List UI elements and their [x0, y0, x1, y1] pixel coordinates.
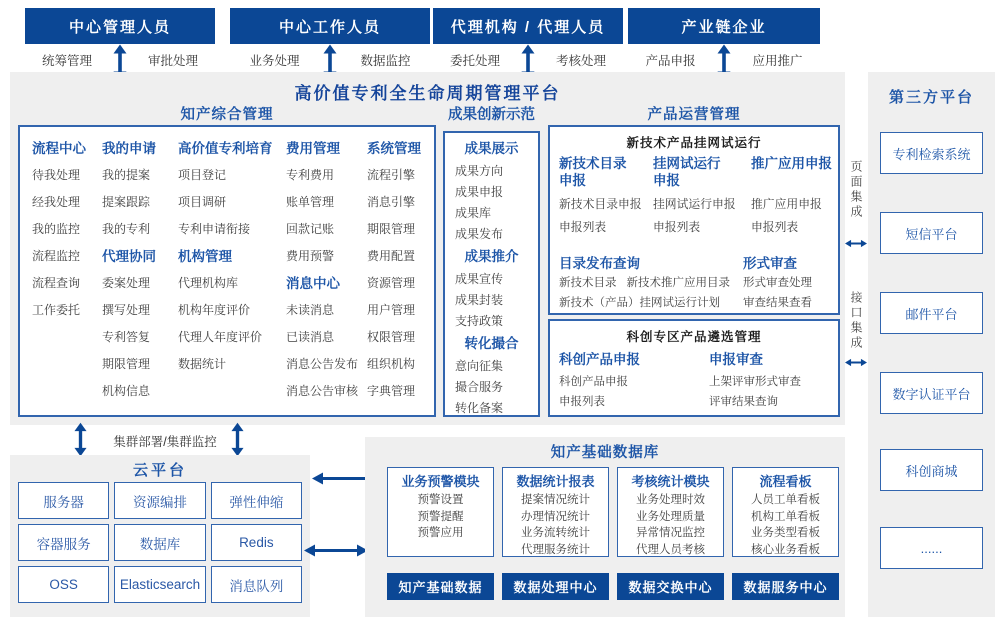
trial-bottom-row: [559, 255, 835, 312]
menu-item: 异常情况监控: [636, 527, 705, 539]
third-party-item: ......: [880, 527, 983, 569]
menu-item: 业务处理质量: [636, 510, 705, 523]
menu-item: 成果方向: [455, 164, 504, 178]
inner-box-title: 科创专区产品遴选管理: [626, 330, 762, 344]
third-party-item: 数字认证平台: [880, 372, 983, 414]
menu-item: 专利答复: [102, 330, 151, 344]
menu-item: 项目登记: [178, 168, 227, 182]
cloud-item: Elasticsearch: [114, 566, 205, 603]
actor-block-center-managers: [25, 8, 215, 69]
menu-item: 新技术（产品）挂网试运行计划: [559, 297, 720, 309]
menu-item: 待我处理: [32, 168, 81, 182]
menu-item: 提案跟踪: [102, 195, 151, 209]
db-footer: 数据服务中心: [732, 573, 839, 600]
menu-item: 代理服务统计: [521, 543, 590, 556]
ip-column-patent-cultivation: [178, 135, 273, 378]
trial-columns: [559, 155, 833, 239]
actor-header: 中心管理人员: [25, 8, 215, 44]
section-title-achievements: 成果创新示范: [448, 107, 535, 123]
menu-item: 期限管理: [367, 222, 416, 236]
menu-item: 费用配置: [367, 249, 416, 263]
menu-item: 字典管理: [367, 384, 416, 398]
menu-item: 消息引擎: [367, 195, 416, 209]
column-header: 新技术目录申报: [559, 156, 627, 188]
cluster-label: 集群部署/集群监控: [113, 435, 217, 449]
menu-item: 经我处理: [32, 195, 81, 209]
menu-item: 核心业务看板: [751, 543, 820, 556]
menu-item: 消息公告发布: [286, 357, 359, 371]
actor-role-left: 业务处理: [249, 54, 300, 68]
actor-role-left: 委托处理: [449, 54, 500, 68]
menu-item: 账单管理: [286, 195, 335, 209]
menu-item: 委案处理: [102, 276, 151, 290]
third-party-title: 第三方平台: [888, 89, 974, 106]
menu-item: 成果封装: [455, 293, 504, 307]
menu-item: 权限管理: [367, 330, 416, 344]
selection-column: [559, 348, 709, 411]
column-header: 申报审查: [709, 352, 763, 367]
actor-header: 产业链企业: [628, 8, 820, 44]
actor-role-right: 审批处理: [147, 54, 198, 68]
menu-item: 费用预警: [286, 249, 335, 263]
menu-item: 形式审查处理: [743, 277, 812, 289]
cloud-item: 容器服务: [18, 524, 109, 561]
menu-item: 机构工单看板: [751, 510, 820, 523]
column-subheader: 机构管理: [178, 249, 232, 264]
menu-item: 科创产品申报: [559, 376, 628, 388]
menu-item: 用户管理: [367, 303, 416, 317]
page-integration-label: 页面集成: [849, 160, 863, 220]
column-header: 目录发布查询: [559, 256, 640, 271]
menu-item: 工作委托: [32, 303, 81, 317]
cloud-item: 服务器: [18, 482, 109, 519]
menu-item: 我的专利: [102, 222, 151, 236]
menu-item: 代理机构库: [178, 276, 239, 290]
horizontal-double-arrow-icon: [845, 237, 867, 250]
cloud-item: Redis: [211, 524, 302, 561]
platform-panel: [10, 72, 845, 425]
platform-title: 高价值专利全生命周期管理平台: [294, 84, 561, 103]
menu-item: 新技术推广应用目录: [626, 277, 730, 289]
cloud-grid: [18, 482, 302, 603]
left-arrow-icon: [312, 472, 370, 485]
column-header: 形式审查: [743, 256, 797, 271]
menu-item: 办理情况统计: [521, 510, 590, 523]
column-header: 流程中心: [32, 141, 86, 156]
menu-item: 组织机构: [367, 357, 416, 371]
menu-item: 流程引擎: [367, 168, 416, 182]
menu-item: 我的提案: [102, 168, 151, 182]
column-header: 我的申请: [102, 141, 156, 156]
column-header: 推广应用申报: [751, 156, 832, 171]
menu-item: 转化备案: [455, 401, 504, 415]
menu-item: 推广应用申报: [751, 197, 822, 211]
db-module: [387, 467, 494, 557]
ip-column-process-center: [32, 135, 86, 324]
cloud-item: 消息队列: [211, 566, 302, 603]
actor-role-right: 数据监控: [360, 54, 411, 68]
actor-block-industry-chain: [628, 8, 820, 69]
menu-item: 项目调研: [178, 195, 227, 209]
module-header: 流程看板: [759, 474, 812, 489]
menu-item: 成果库: [455, 206, 492, 220]
group-header: 成果推介: [464, 249, 519, 264]
menu-item: 申报列表: [559, 396, 605, 408]
section-title-ip-management: 知产综合管理: [180, 107, 274, 123]
menu-item: 上架评审形式审查: [709, 376, 801, 388]
horizontal-double-arrow-icon: [845, 356, 867, 369]
api-integration-label: 接口集成: [849, 291, 863, 351]
third-party-item: 专利检索系统: [880, 132, 983, 174]
menu-item: 已读消息: [286, 330, 335, 344]
db-module: [502, 467, 609, 557]
menu-item: 回款记账: [286, 222, 335, 236]
menu-item: 预警设置: [417, 494, 464, 506]
new-tech-trial-box: [548, 125, 840, 315]
menu-item: 支持政策: [455, 314, 504, 328]
db-footer: 知产基础数据: [387, 573, 494, 600]
menu-item: 预警应用: [417, 527, 464, 539]
db-modules: [387, 467, 839, 557]
menu-item: 成果宣传: [455, 272, 504, 286]
trial-column: [559, 155, 653, 239]
menu-item: 申报列表: [653, 220, 701, 234]
cloud-item: 弹性伸缩: [211, 482, 302, 519]
column-subheader: 消息中心: [286, 276, 340, 291]
db-footers: [387, 573, 839, 600]
menu-item: 流程监控: [32, 249, 81, 263]
menu-item: 成果申报: [455, 185, 504, 199]
cloud-item: 资源编排: [114, 482, 205, 519]
menu-item: 挂网试运行申报: [653, 197, 736, 211]
menu-item: 申报列表: [559, 220, 607, 234]
column-header: 费用管理: [286, 141, 340, 156]
third-party-item: 邮件平台: [880, 292, 983, 334]
column-header: 挂网试运行申报: [653, 156, 721, 188]
db-module: [732, 467, 839, 557]
ip-column-my-applications: [102, 135, 156, 405]
menu-item: 我的监控: [32, 222, 81, 236]
menu-item: 机构信息: [102, 384, 151, 398]
menu-item: 代理人年度评价: [178, 330, 263, 344]
ip-database-panel: [365, 437, 845, 617]
ip-management-box: [18, 125, 436, 417]
catalog-query-block: [559, 255, 743, 312]
menu-item: 审查结果查看: [743, 297, 812, 309]
menu-item: 撰写处理: [102, 303, 151, 317]
trial-column: [751, 155, 833, 239]
inner-box-title: 新技术产品挂网试运行: [626, 136, 762, 150]
menu-item: 消息公告审核: [286, 384, 359, 398]
menu-item: 申报列表: [751, 220, 799, 234]
horizontal-double-arrow-icon: [304, 544, 368, 557]
selection-column: [709, 348, 801, 411]
menu-item: 成果发布: [455, 227, 504, 241]
menu-item: 期限管理: [102, 357, 151, 371]
menu-item: 专利申请衔接: [178, 222, 251, 236]
cloud-item: 数据库: [114, 524, 205, 561]
ip-column-fee-management: [286, 135, 358, 405]
db-footer: 数据交换中心: [617, 573, 724, 600]
achievements-box: [443, 131, 540, 417]
menu-item: 未读消息: [286, 303, 335, 317]
menu-item: 数据统计: [178, 357, 227, 371]
menu-item: 预警提醒: [417, 510, 464, 523]
menu-item: 业务类型看板: [751, 527, 820, 539]
menu-item: 评审结果查询: [709, 396, 778, 408]
module-header: 考核统计模块: [631, 474, 710, 489]
menu-item: 资源管理: [367, 276, 416, 290]
third-party-item: 短信平台: [880, 212, 983, 254]
menu-item: 意向征集: [455, 359, 504, 373]
section-title-product-operation: 产品运营管理: [647, 107, 741, 123]
group-header: 成果展示: [464, 141, 519, 156]
column-header: 科创产品申报: [559, 352, 640, 367]
menu-item: 业务流转统计: [521, 527, 590, 539]
vertical-double-arrow-icon: [74, 421, 87, 458]
third-party-item: 科创商城: [880, 449, 983, 491]
column-header: 高价值专利培育: [178, 141, 273, 156]
actor-block-agencies: [433, 8, 623, 69]
module-header: 业务预警模块: [401, 474, 480, 489]
sci-tech-selection-box: [548, 319, 840, 417]
selection-columns: [550, 345, 838, 411]
column-header: 系统管理: [367, 141, 421, 156]
ip-column-system-management: [367, 135, 421, 405]
trial-column: [653, 155, 751, 239]
actor-role-left: 统筹管理: [41, 54, 92, 68]
menu-item: 人员工单看板: [751, 494, 820, 506]
menu-item: 专利费用: [286, 168, 335, 182]
actor-role-right: 考核处理: [555, 54, 606, 68]
group-header: 转化撮合: [464, 336, 519, 351]
actor-block-center-staff: [230, 8, 430, 69]
actor-header: 代理机构 / 代理人员: [433, 8, 623, 44]
module-header: 数据统计报表: [516, 474, 595, 489]
menu-item: 流程查询: [32, 276, 81, 290]
menu-item: 业务处理时效: [636, 494, 705, 506]
vertical-double-arrow-icon: [231, 421, 244, 458]
cloud-platform-panel: [10, 455, 310, 617]
actor-header: 中心工作人员: [230, 8, 430, 44]
formal-review-block: [743, 255, 835, 312]
menu-item: 代理人员考核: [636, 543, 705, 556]
cloud-platform-title: 云平台: [132, 462, 187, 479]
actor-role-right: 应用推广: [752, 54, 803, 68]
db-footer: 数据处理中心: [502, 573, 609, 600]
menu-item: 撮合服务: [455, 380, 504, 394]
ip-database-title: 知产基础数据库: [550, 445, 660, 461]
menu-item: 新技术目录申报: [559, 197, 642, 211]
menu-item: 机构年度评价: [178, 303, 251, 317]
db-module: [617, 467, 724, 557]
actor-role-left: 产品申报: [645, 54, 696, 68]
menu-item: 新技术目录: [559, 277, 617, 289]
column-subheader: 代理协同: [102, 249, 156, 264]
menu-item: 提案情况统计: [521, 494, 590, 506]
cloud-item: OSS: [18, 566, 109, 603]
third-party-panel: [868, 72, 995, 617]
